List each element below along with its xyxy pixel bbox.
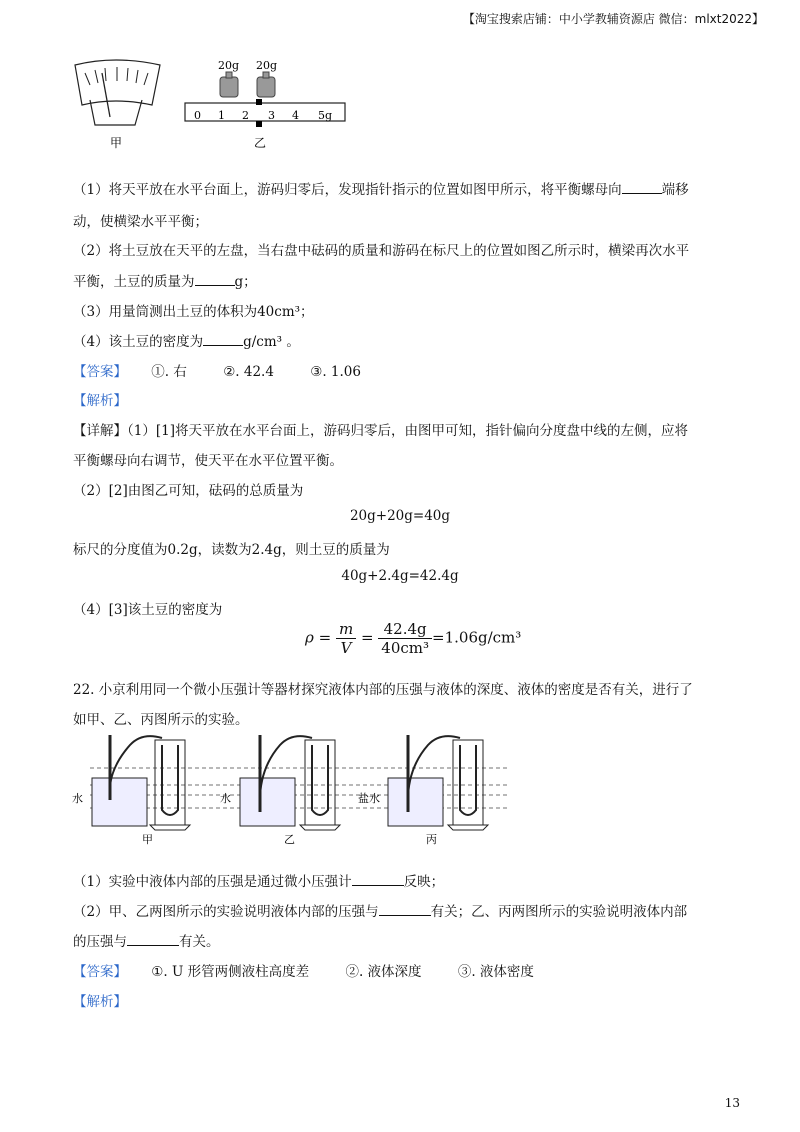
- q22-part2: （2）甲、乙两图所示的实验说明液体内部的压强与 有关；乙、丙两图所示的实验说明液体内部: [73, 904, 688, 920]
- q21-analysis: 【解析】: [73, 393, 127, 409]
- answer-3: ③. 1.06: [310, 364, 361, 380]
- answer-2: ②. 42.4: [223, 364, 274, 380]
- q21-part2: （2）将土豆放在天平的左盘，当右盘中砝码的质量和游码在标尺上的位置如图乙所示时，横梁再次水平: [73, 243, 690, 259]
- tick-3: 3: [268, 109, 275, 122]
- liquid-label-1: 水: [72, 792, 83, 805]
- q21-part1: （1）将天平放在水平台面上，游码归零后，发现指针指示的位置如图甲所示，将平衡螺母向 端移: [73, 182, 689, 198]
- tick-0: 0: [194, 109, 201, 122]
- q21-part3: （3）用量筒测出土豆的体积为40cm³；: [73, 304, 314, 320]
- pressure-experiment-figure: [70, 730, 510, 846]
- balance-figure: [70, 55, 370, 155]
- setup-bing-icon: [388, 735, 488, 830]
- answer-tag: 【答案】: [73, 964, 127, 980]
- pointer-dial-icon: [75, 60, 160, 125]
- answer-blank[interactable]: [203, 333, 243, 346]
- liquid-label-3: 盐水: [358, 792, 380, 805]
- q21-detail1-cont: 平衡螺母向右调节，使天平在水平位置平衡。: [73, 453, 343, 469]
- setup-yi-icon: [240, 735, 340, 830]
- q22-part2-cont: 的压强与 有关。: [73, 934, 220, 950]
- tick-1: 1: [218, 109, 225, 122]
- answer-2: ②. 液体深度: [345, 964, 422, 980]
- q21-part1-cont: 动，使横梁水平平衡；: [73, 214, 208, 230]
- detail-tag: 【详解】: [73, 423, 127, 439]
- q21-part2-cont: 平衡，土豆的质量为 g；: [73, 274, 257, 290]
- equation-2: 40g+2.4g=42.4g: [341, 568, 459, 584]
- answer-blank[interactable]: [352, 873, 404, 886]
- answer-blank[interactable]: [127, 933, 179, 946]
- density-formula: ρ = $\frac{m}{V}$ = $\frac{42.4g}{\text{40cm³}}$ =1.06g/cm³: [305, 620, 522, 657]
- figure-label-jia: 甲: [110, 136, 123, 150]
- q21-detail2b: 标尺的分度值为0.2g，读数为2.4g，则土豆的质量为: [73, 542, 390, 558]
- page-header: 【淘宝搜索店铺：中小学教辅资源店 微信：mlxt2022】: [462, 12, 764, 26]
- q21-detail2: （2）[2]由图乙可知，砝码的总质量为: [73, 483, 304, 499]
- weight-icon: [220, 72, 275, 97]
- q22-stem-cont: 如甲、乙、丙图所示的实验。: [73, 712, 249, 728]
- fig-label-bing: 丙: [426, 833, 437, 846]
- weight-label-2: 20g: [256, 59, 278, 72]
- answer-blank[interactable]: [195, 273, 235, 286]
- equation-1: 20g+20g=40g: [349, 508, 451, 524]
- q21-detail1: 【详解】（1）[1]将天平放在水平台面上，游码归零后，由图甲可知，指针偏向分度盘中线的左侧，应将: [73, 423, 688, 439]
- answer-1: ①. 右: [151, 364, 187, 380]
- answer-tag: 【答案】: [73, 364, 127, 380]
- tick-2: 2: [242, 109, 249, 122]
- weight-label-1: 20g: [218, 59, 240, 72]
- answer-blank[interactable]: [379, 903, 431, 916]
- answer-3: ③. 液体密度: [457, 964, 534, 980]
- q22-stem: 22. 小京利用同一个微小压强计等器材探究液体内部的压强与液体的深度、液体的密度是否有关，进行了: [73, 682, 693, 698]
- tick-4: 4: [292, 109, 299, 122]
- q22-part1: （1）实验中液体内部的压强是通过微小压强计 反映；: [73, 874, 445, 890]
- q22-answer: [73, 960, 566, 980]
- answer-blank[interactable]: [622, 181, 662, 194]
- q21-detail4: （4）[3]该土豆的密度为: [73, 602, 223, 618]
- fig-label-jia: 甲: [142, 833, 153, 846]
- fig-label-yi: 乙: [284, 833, 295, 846]
- q21-answer: [73, 360, 393, 380]
- page-number: 13: [724, 1096, 740, 1110]
- tick-5: 5g: [318, 109, 333, 122]
- answer-1: ①. U 形管两侧液柱高度差: [151, 964, 310, 980]
- q21-part4: （4）该土豆的密度为 g/cm³ 。: [73, 334, 300, 350]
- liquid-label-2: 水: [220, 792, 231, 805]
- setup-jia-icon: [92, 735, 190, 830]
- figure-label-yi: 乙: [254, 136, 267, 150]
- q22-analysis: 【解析】: [73, 994, 127, 1010]
